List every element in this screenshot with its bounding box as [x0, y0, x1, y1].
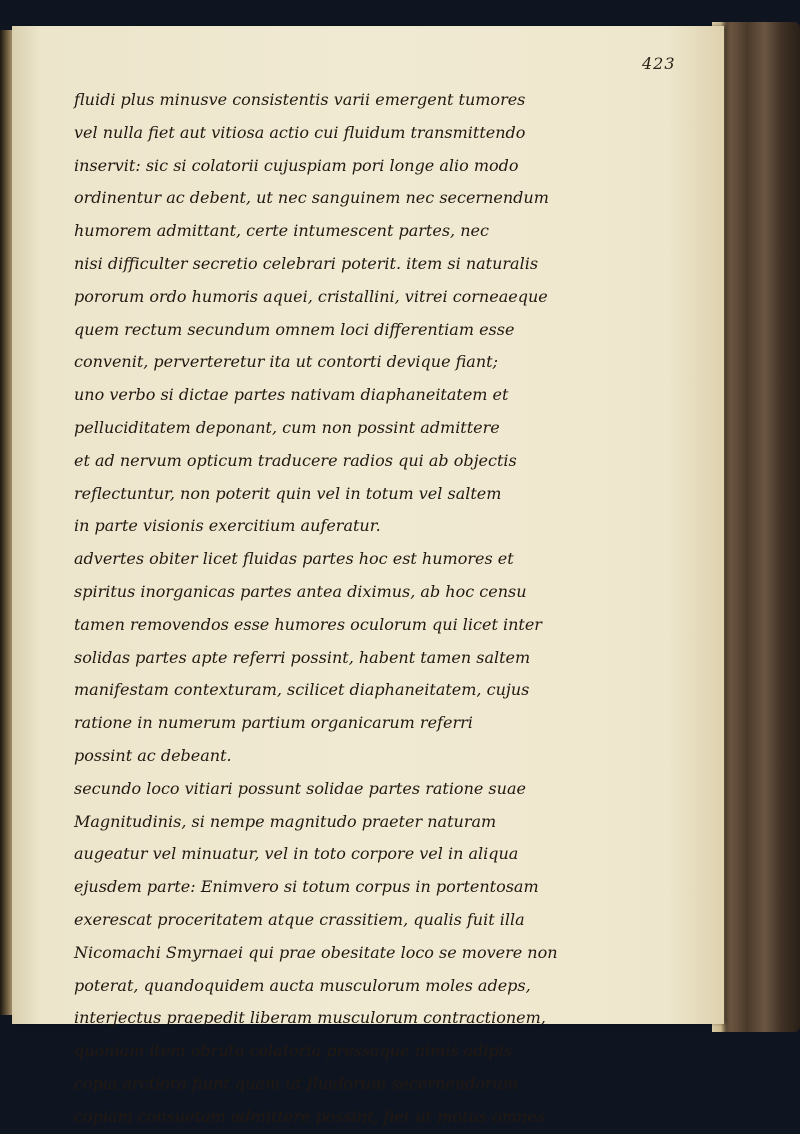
manuscript-line: solidas partes apte referri possint, habent tamen saltem	[74, 647, 531, 667]
manuscript-text-block	[74, 84, 634, 1134]
manuscript-line: ejusdem parte: Enimvero si totum corpus in portentosam	[74, 877, 539, 897]
manuscript-line: augeatur vel minuatur, vel in toto corpore vel in aliqua	[74, 844, 519, 864]
manuscript-line: ratione in numerum partium organicarum referri	[74, 713, 473, 733]
manuscript-line: exerescat proceritatem atque crassitiem, qualis fuit illa	[74, 909, 525, 929]
manuscript-line: fluidi plus minusve consistentis varii emergent tumores	[74, 90, 526, 109]
manuscript-line: convenit, perverteretur ita ut contorti devique fiant;	[74, 352, 498, 372]
manuscript-line: quem rectum secundum omnem loci differentiam esse	[74, 319, 515, 339]
manuscript-page	[12, 26, 724, 1126]
manuscript-line: nisi difficulter secretio celebrari poterit. item si naturalis	[74, 253, 539, 273]
manuscript-line: reflectuntur, non poterit quin vel in totum vel saltem	[74, 483, 502, 503]
manuscript-line: copia arctiora fiunt quam ut fluidorum secernendorum	[74, 1073, 519, 1093]
manuscript-line: inservit: sic si colatorii cujuspiam pori longe alio modo	[74, 155, 519, 175]
manuscript-line: spiritus inorganicas partes antea diximus, ab hoc censu	[74, 581, 527, 601]
manuscript-line: humorem admittant, certe intumescent partes, nec	[74, 221, 489, 241]
manuscript-line: tamen removendos esse humores oculorum qui licet inter	[74, 614, 542, 634]
manuscript-line: possint ac debeant.	[74, 745, 232, 765]
manuscript-line: uno verbo si dictae partes nativam diaphaneitatem et	[74, 385, 509, 405]
manuscript-line: in parte visionis exercitium auferatur.	[74, 516, 381, 536]
manuscript-line: copiam consuetam admittere possint, fiet ut motus omnes	[74, 1106, 545, 1126]
manuscript-line: secundo loco vitiari possunt solidae partes ratione suae	[74, 778, 526, 798]
manuscript-line: quoniam item obruta colatoria pressaque nimis adipis	[74, 1041, 513, 1061]
manuscript-line: ordinentur ac debent, ut nec sanguinem nec secernendum	[74, 188, 549, 208]
manuscript-line: poterat, quandoquidem aucta musculorum moles adeps,	[74, 975, 531, 995]
page-number: 423	[642, 54, 676, 73]
manuscript-line: interjectus praepedit liberam musculorum contractionem,	[74, 1008, 546, 1028]
manuscript-line: et ad nervum opticum traducere radios qui ab objectis	[74, 450, 517, 470]
manuscript-line: Nicomachi Smyrnaei qui prae obesitate loco se movere non	[74, 942, 558, 962]
manuscript-line: manifestam contexturam, scilicet diaphaneitatem, cujus	[74, 680, 530, 700]
manuscript-line: vel nulla fiet aut vitiosa actio cui fluidum transmittendo	[74, 122, 526, 142]
manuscript-line: pororum ordo humoris aquei, cristallini, vitrei corneaeque	[74, 286, 548, 306]
manuscript-line: advertes obiter licet fluidas partes hoc est humores et	[74, 549, 514, 569]
manuscript-line: pelluciditatem deponant, cum non possint admittere	[74, 417, 500, 437]
manuscript-line: Magnitudinis, si nempe magnitudo praeter naturam	[74, 811, 497, 831]
book-page-edges-right	[712, 22, 800, 1032]
